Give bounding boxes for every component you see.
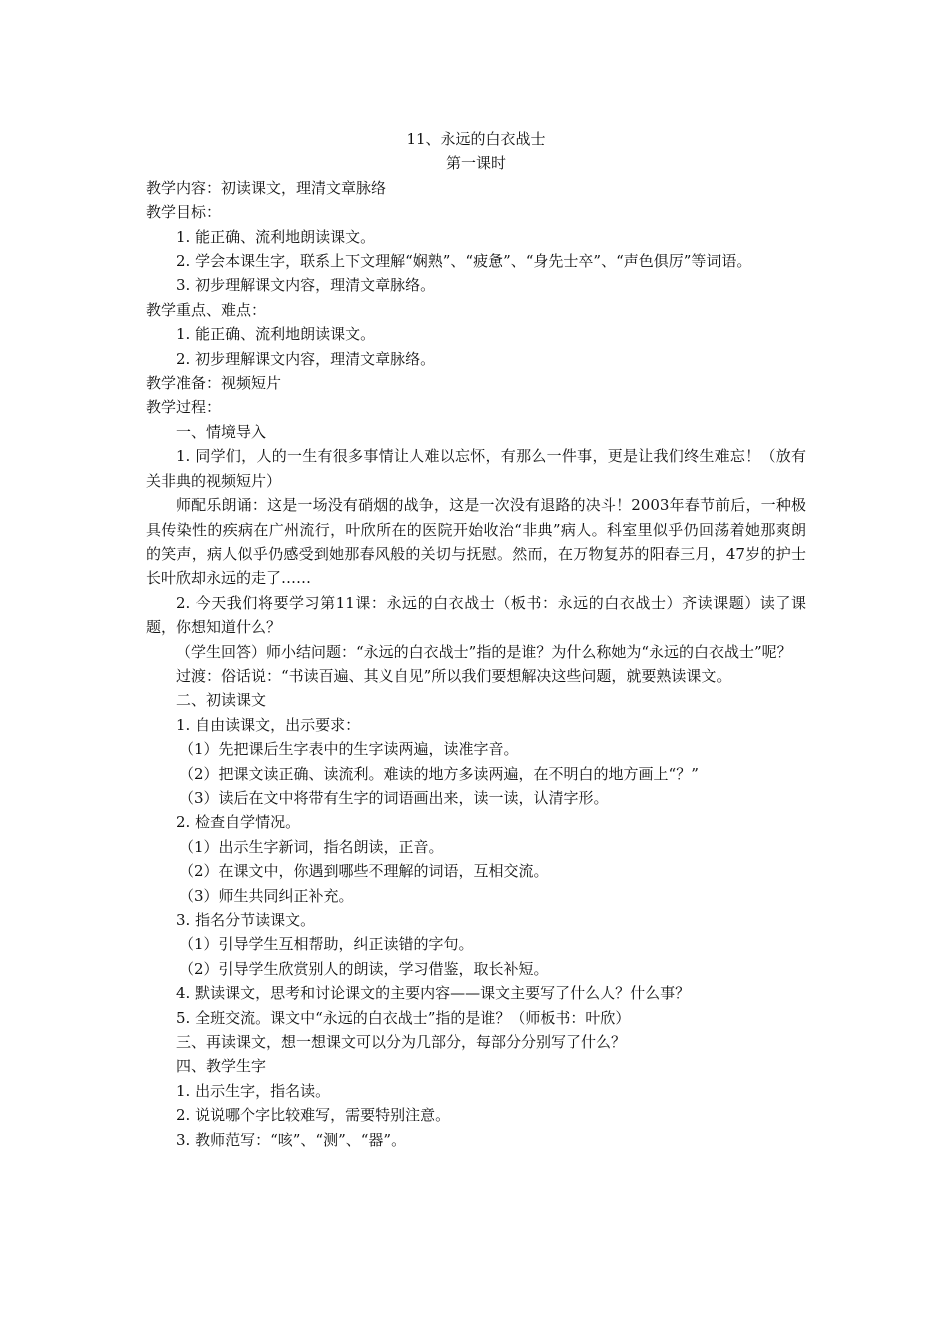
section-2-item-3b: （2）引导学生欣赏别人的朗读，学习借鉴，取长补短。	[179, 959, 549, 978]
section-2-heading: 二、初读课文	[176, 691, 267, 710]
section-4-item-1: 1. 出示生字，指名读。	[176, 1081, 331, 1100]
goals-heading: 教学目标：	[146, 203, 222, 222]
section-4-item-2: 2. 说说哪个字比较难写，需要特别注意。	[176, 1106, 451, 1125]
section-4-heading: 四、教学生字	[176, 1057, 267, 1076]
section-2-item-1a: （1）先把课后生字表中的生字读两遍，读准字音。	[179, 740, 519, 759]
lesson-title: 11、永远的白衣战士	[406, 130, 546, 148]
section-3-heading: 三、再读课文，想一想课文可以分为几部分，每部分分别写了什么？	[176, 1033, 627, 1052]
section-2-item-2c: （3）师生共同纠正补充。	[179, 886, 354, 905]
section-2-item-2a: （1）出示生字新词，指名朗读，正音。	[179, 837, 444, 856]
key-points-heading: 教学重点、难点：	[146, 300, 267, 319]
section-2-item-5: 5. 全班交流。课文中“永远的白衣战士”指的是谁？（师板书：叶欣）	[176, 1008, 631, 1027]
section-1-transition: 过渡：俗话说：“书读百遍、其义自见”所以我们要想解决这些问题，就要熟读课文。	[176, 666, 732, 685]
section-2-item-1b: （2）把课文读正确、读流利。难读的地方多读两遍，在不明白的地方画上“？”	[179, 764, 699, 783]
section-2-item-3a: （1）引导学生互相帮助，纠正读错的字句。	[179, 935, 474, 954]
document-body	[146, 127, 806, 1152]
section-1-paragraph-1: 1. 同学们，人的一生有很多事情让人难以忘怀，有那么一件事，更是让我们终生难忘！（放有关非典的视频短片）	[146, 447, 806, 490]
section-1-student-answer: （学生回答）师小结问题：“永远的白衣战士”指的是谁？为什么称她为“永远的白衣战士”呢？	[176, 642, 792, 661]
preparation: 教学准备：视频短片	[146, 374, 282, 393]
section-1-recitation: 师配乐朗诵：这是一场没有硝烟的战争，这是一次没有退路的决斗！2003年春节前后，一种极具传染性的疾病在广州流行，叶欣所在的医院开始收治“非典”病人。科室里似乎仍回荡着她那爽朗的笑声，病人似乎仍感受到她那春风般的关切与抚慰。然而，在万物复苏的阳春三月，47岁的护士长叶欣却永远的走了……	[146, 496, 806, 588]
section-2-item-1: 1. 自由读课文，出示要求：	[176, 715, 361, 734]
section-2-item-2b: （2）在课文中，你遇到哪些不理解的词语，互相交流。	[179, 862, 549, 881]
section-2-item-1c: （3）读后在文中将带有生字的词语画出来，读一读，认清字形。	[179, 788, 609, 807]
key-point-2: 2. 初步理解课文内容，理清文章脉络。	[176, 349, 436, 368]
section-2-item-2: 2. 检查自学情况。	[176, 813, 301, 832]
section-4-item-3: 3. 教师范写：“咳”、“测”、“器”。	[176, 1130, 407, 1149]
section-1-heading: 一、情境导入	[176, 422, 267, 441]
goal-1: 1. 能正确、流利地朗读课文。	[176, 227, 376, 246]
goal-2: 2. 学会本课生字，联系上下文理解“娴熟”、“疲惫”、“身先士卒”、“声色俱厉”等词语。	[176, 252, 752, 271]
key-point-1: 1. 能正确、流利地朗读课文。	[176, 325, 376, 344]
section-2-item-3: 3. 指名分节读课文。	[176, 911, 316, 929]
process-heading: 教学过程：	[146, 398, 222, 417]
section-1-paragraph-2: 2. 今天我们将要学习第11课：永远的白衣战士（板书：永远的白衣战士）齐读课题）读了课题，你想知道什么？	[146, 593, 806, 637]
section-2-item-4: 4. 默读课文，思考和讨论课文的主要内容——课文主要写了什么人？什么事？	[176, 984, 691, 1003]
lesson-subtitle: 第一课时	[445, 154, 506, 173]
teaching-content: 教学内容：初读课文，理清文章脉络	[146, 178, 387, 197]
goal-3: 3. 初步理解课文内容，理清文章脉络。	[176, 276, 436, 295]
